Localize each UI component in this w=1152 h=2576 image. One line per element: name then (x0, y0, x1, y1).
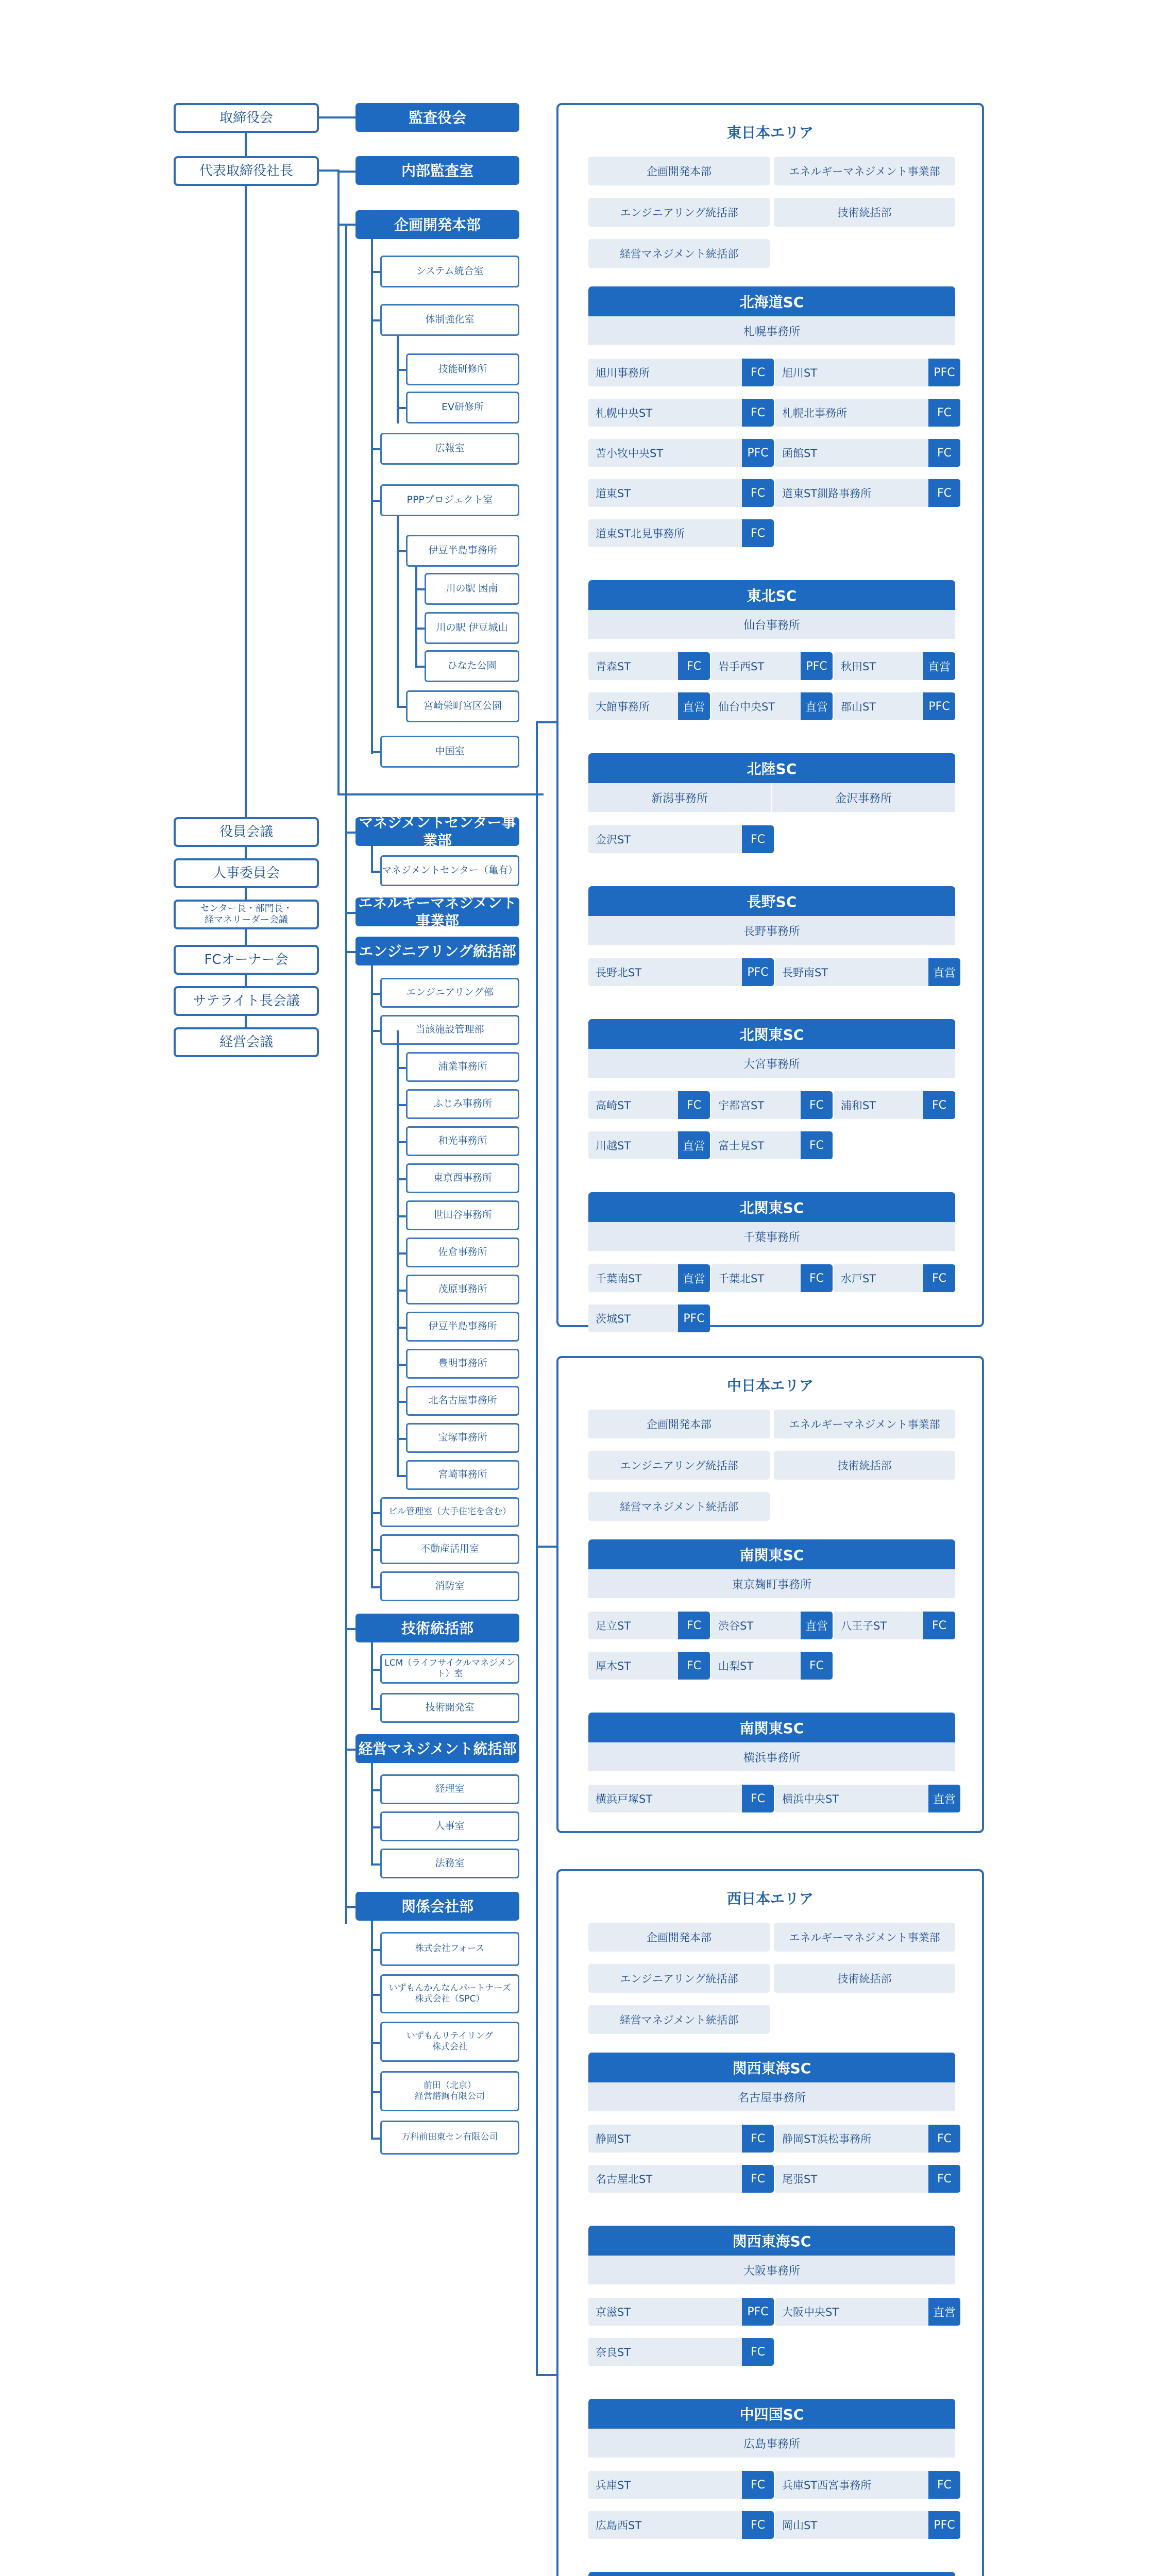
area-title-2: 西日本エリア (726, 1890, 814, 1907)
left-meeting-2: センター長・部門長・ 経マネリーダー会議 (174, 900, 319, 929)
station-0-0-0-1 (775, 359, 960, 386)
connector-line (397, 407, 406, 409)
station-name: 尾張ST (775, 2165, 928, 2193)
region-head-1-1: 南関東SC (588, 1713, 955, 1742)
station-type-badge: PFC (678, 1304, 710, 1332)
connector-line (415, 628, 425, 630)
engineering-item-14: ビル管理室（大手住宅を含む） (380, 1497, 519, 1527)
connector-line (371, 500, 380, 502)
connector-line (245, 133, 247, 156)
station-2-0-1-1 (775, 2165, 960, 2193)
engineering-item-7: 佐倉事務所 (406, 1238, 519, 1267)
station-0-5-0-0 (588, 1264, 710, 1292)
affiliate-1: いずもんかんなんパートナーズ 株式会社（SPC） (380, 1974, 519, 2013)
connector-line (345, 224, 347, 1924)
station-type-badge: FC (742, 479, 774, 507)
affiliate-0: 株式会社フォース (380, 1932, 519, 1966)
station-name: 宇都宮ST (711, 1091, 801, 1119)
connector-line (415, 567, 417, 666)
station-name: 足立ST (588, 1612, 678, 1639)
affiliate-4: 万科前田東セン有限公司 (380, 2121, 519, 2155)
connector-line (371, 993, 380, 995)
area-dept-2-3: 技術統括部 (774, 1964, 955, 1993)
station-name: 岩手西ST (711, 652, 801, 680)
station-type-badge: FC (928, 2165, 960, 2193)
station-1-1-0-1 (775, 1785, 960, 1812)
station-2-0-0-0 (588, 2125, 774, 2153)
connector-line (397, 1475, 406, 1477)
station-name: 静岡ST (588, 2125, 742, 2153)
area-dept-1-4: 経営マネジメント統括部 (588, 1492, 770, 1521)
station-name: 秋田ST (834, 652, 923, 680)
station-type-badge: FC (742, 2471, 774, 2499)
connector-line (371, 965, 373, 1587)
station-name: 名古屋北ST (588, 2165, 742, 2193)
connector-line (371, 448, 380, 450)
region-office-0-0-0: 札幌事務所 (588, 316, 955, 345)
station-name: 千葉南ST (588, 1264, 678, 1292)
station-type-badge: FC (923, 1264, 955, 1292)
connector-line (345, 116, 355, 118)
audit-board: 監査役会 (355, 103, 519, 132)
connector-line (245, 1016, 247, 1027)
connector-line (345, 912, 355, 914)
connector-line (397, 336, 399, 423)
engineering-item-8: 茂原事務所 (406, 1275, 519, 1304)
station-name: 札幌北事務所 (775, 399, 928, 427)
station-0-1-0-0 (588, 652, 710, 680)
technology-division: 技術統括部 (355, 1614, 519, 1642)
engineering-item-2: 浦業事務所 (406, 1052, 519, 1082)
station-name: 兵庫ST西宮事務所 (775, 2471, 928, 2499)
station-name: 高崎ST (588, 1091, 678, 1119)
connector-line (371, 1030, 380, 1032)
connector-line (536, 721, 538, 2374)
station-type-badge: PFC (801, 652, 833, 680)
station-type-badge: FC (801, 1091, 833, 1119)
station-name: 厚木ST (588, 1652, 678, 1680)
station-0-4-1-1 (711, 1131, 833, 1159)
connector-line (345, 1906, 355, 1908)
station-0-4-0-1 (711, 1091, 833, 1119)
region-office-0-2-0: 新潟事務所 (588, 783, 771, 812)
region-head-1-0: 南関東SC (588, 1539, 955, 1569)
planning-item-5: PPPプロジェクト室 (380, 484, 519, 516)
station-2-1-1-0 (588, 2338, 774, 2366)
station-2-2-1-0 (588, 2511, 774, 2539)
station-type-badge: 直営 (923, 652, 955, 680)
station-name: 仙台中央ST (711, 692, 801, 720)
management-item-0: 経理室 (380, 1774, 519, 1804)
station-0-4-0-2 (834, 1091, 955, 1119)
connector-line (397, 1252, 406, 1255)
connector-line (245, 847, 247, 858)
station-name: 横浜戸塚ST (588, 1785, 742, 1812)
connector-line (397, 1327, 406, 1329)
station-0-1-1-0 (588, 692, 710, 720)
station-0-0-1-0 (588, 399, 774, 427)
engineering-item-11: 北名古屋事務所 (406, 1386, 519, 1416)
connector-line (371, 239, 373, 754)
station-0-0-0-0 (588, 359, 774, 386)
station-type-badge: PFC (928, 2511, 960, 2539)
connector-line (397, 1067, 406, 1069)
region-head-2-2: 中四国SC (588, 2399, 955, 2429)
region-head-2-0: 関西東海SC (588, 2053, 955, 2082)
planning-item-4: 広報室 (380, 433, 519, 465)
connector-line (397, 1438, 406, 1440)
area-title-0: 東日本エリア (726, 124, 814, 141)
station-name: 山梨ST (711, 1652, 801, 1680)
station-type-badge: FC (742, 825, 774, 853)
station-type-badge: 直営 (678, 692, 710, 720)
engineering-item-9: 伊豆半島事務所 (406, 1312, 519, 1342)
connector-line (371, 1708, 380, 1710)
affiliate-3: 前田（北京） 経営諮詢有限公司 (380, 2071, 519, 2111)
planning-item-11: 中国室 (380, 736, 519, 768)
station-2-1-0-1 (775, 2298, 960, 2326)
station-name: 旭川事務所 (588, 359, 742, 386)
station-2-2-1-1 (775, 2511, 960, 2539)
station-type-badge: FC (801, 1652, 833, 1680)
region-office-0-3-0: 長野事務所 (588, 916, 955, 945)
area-dept-2-0: 企画開発本部 (588, 1923, 770, 1952)
station-1-0-0-2 (834, 1612, 955, 1639)
left-box-1: 代表取締役社長 (174, 156, 319, 186)
affiliate-2: いずもんリテイリング 株式会社 (380, 2022, 519, 2062)
station-type-badge: FC (678, 1652, 710, 1680)
station-0-1-0-1 (711, 652, 833, 680)
station-type-badge: 直営 (928, 1785, 960, 1812)
station-name: 兵庫ST (588, 2471, 742, 2499)
station-name: 大館事務所 (588, 692, 678, 720)
station-name: 長野南ST (775, 958, 928, 986)
station-0-3-0-1 (775, 958, 960, 986)
connector-line (371, 271, 380, 273)
station-type-badge: FC (742, 519, 774, 547)
planning-item-9: ひなた公園 (425, 650, 519, 682)
station-type-badge: FC (742, 1785, 774, 1812)
station-2-0-1-0 (588, 2165, 774, 2193)
connector-line (345, 951, 355, 953)
station-name: 横浜中央ST (775, 1785, 928, 1812)
region-office-0-5-0: 千葉事務所 (588, 1222, 955, 1251)
area-dept-1-3: 技術統括部 (774, 1451, 955, 1480)
region-head-0-4: 北関東SC (588, 1019, 955, 1049)
engineering-item-12: 宝塚事務所 (406, 1423, 519, 1453)
connector-line (371, 1549, 380, 1551)
station-0-5-0-1 (711, 1264, 833, 1292)
station-type-badge: FC (928, 439, 960, 467)
management-item-1: 人事室 (380, 1811, 519, 1841)
station-2-2-0-1 (775, 2471, 960, 2499)
area-dept-0-4: 経営マネジメント統括部 (588, 239, 770, 268)
region-office-1-1-0: 横浜事務所 (588, 1742, 955, 1771)
connector-line (345, 1628, 355, 1630)
connector-line (337, 170, 340, 795)
area-dept-1-2: エンジニアリング統括部 (588, 1451, 770, 1480)
station-name: 渋谷ST (711, 1612, 801, 1639)
station-0-4-0-0 (588, 1091, 710, 1119)
station-name: 水戸ST (834, 1264, 923, 1292)
station-type-badge: 直営 (801, 692, 833, 720)
connector-line (345, 224, 355, 226)
area-dept-2-4: 経営マネジメント統括部 (588, 2005, 770, 2034)
station-0-0-3-1 (775, 479, 960, 507)
station-type-badge: PFC (742, 2298, 774, 2326)
station-0-1-1-2 (834, 692, 955, 720)
station-type-badge: PFC (742, 958, 774, 986)
engineering-item-0: エンジニアリング部 (380, 978, 519, 1008)
station-name: 道東ST釧路事務所 (775, 479, 928, 507)
station-name: 川越ST (588, 1131, 678, 1159)
left-meeting-3: FCオーナー会 (174, 945, 319, 975)
area-dept-1-1: エネルギーマネジメント事業部 (774, 1410, 955, 1438)
planning-division: 企画開発本部 (355, 210, 519, 239)
left-meeting-0: 役員会議 (174, 817, 319, 847)
connector-line (371, 1669, 380, 1671)
left-box-0: 取締役会 (174, 103, 319, 133)
connector-line (371, 2138, 380, 2140)
station-0-4-1-0 (588, 1131, 710, 1159)
station-type-badge: FC (928, 2125, 960, 2153)
station-2-2-0-0 (588, 2471, 774, 2499)
station-1-0-1-0 (588, 1652, 710, 1680)
connector-line (397, 550, 406, 552)
connector-line (371, 846, 373, 871)
connector-line (245, 975, 247, 986)
area-dept-2-2: エンジニアリング統括部 (588, 1964, 770, 1993)
station-type-badge: FC (928, 399, 960, 427)
station-type-badge: FC (742, 359, 774, 386)
connector-line (397, 1401, 406, 1403)
engineering-item-13: 宮崎事務所 (406, 1460, 519, 1490)
station-name: 富士見ST (711, 1131, 801, 1159)
station-type-badge: FC (742, 2338, 774, 2366)
region-head-0-0: 北海道SC (588, 286, 955, 316)
station-name: 金沢ST (588, 825, 742, 853)
management-item-2: 法務室 (380, 1849, 519, 1878)
engineering-item-3: ふじみ事務所 (406, 1089, 519, 1119)
station-0-0-2-0 (588, 439, 774, 467)
area-title-1: 中日本エリア (726, 1377, 814, 1394)
internal-audit: 内部監査室 (355, 156, 519, 185)
planning-item-0: システム統合室 (380, 256, 519, 287)
connector-line (371, 1763, 373, 1864)
management-center-item: マネジメントセンター（亀有） (380, 855, 519, 886)
connector-line (345, 832, 355, 834)
planning-item-1: 体制強化室 (380, 304, 519, 336)
station-type-badge: PFC (742, 439, 774, 467)
station-name: 長野北ST (588, 958, 742, 986)
station-name: 大阪中央ST (775, 2298, 928, 2326)
connector-line (397, 1215, 406, 1217)
station-type-badge: 直営 (678, 1264, 710, 1292)
planning-item-8: 川の駅 伊豆城山 (425, 612, 519, 644)
station-0-2-0-0 (588, 825, 774, 853)
left-meeting-4: サテライト長会議 (174, 986, 319, 1016)
station-type-badge: 直営 (678, 1131, 710, 1159)
area-dept-0-1: エネルギーマネジメント事業部 (774, 157, 955, 185)
station-2-0-0-1 (775, 2125, 960, 2153)
area-dept-0-0: 企画開発本部 (588, 157, 770, 185)
connector-line (245, 929, 247, 945)
station-0-0-4-0 (588, 519, 774, 547)
station-name: 青森ST (588, 652, 678, 680)
connector-line (337, 793, 544, 795)
station-2-1-0-0 (588, 2298, 774, 2326)
station-type-badge: 直営 (928, 2298, 960, 2326)
station-name: 広島西ST (588, 2511, 742, 2539)
connector-line (397, 1178, 406, 1180)
planning-item-7: 川の駅 困南 (425, 573, 519, 605)
station-type-badge: PFC (928, 359, 960, 386)
affiliates-division: 関係会社部 (355, 1892, 519, 1921)
engineering-item-10: 豊明事務所 (406, 1349, 519, 1379)
station-name: 京滋ST (588, 2298, 742, 2326)
energy-division: エネルギーマネジメント事業部 (355, 897, 519, 926)
station-name: 道東ST北見事務所 (588, 519, 742, 547)
region-head-2-3 (588, 2572, 955, 2576)
station-name: 八王子ST (834, 1612, 923, 1639)
station-1-0-0-1 (711, 1612, 833, 1639)
station-0-5-0-2 (834, 1264, 955, 1292)
station-type-badge: FC (678, 652, 710, 680)
engineering-item-1: 当該施設管理部 (380, 1015, 519, 1045)
station-type-badge: PFC (923, 692, 955, 720)
left-meeting-1: 人事委員会 (174, 858, 319, 888)
connector-line (397, 369, 406, 371)
connector-line (371, 751, 380, 753)
station-type-badge: FC (801, 1131, 833, 1159)
lcm-room: LCM（ライフサイクルマネジメント）室 (380, 1654, 519, 1684)
station-0-5-1-0 (588, 1304, 710, 1332)
station-type-badge: FC (742, 2125, 774, 2153)
station-name: 苫小牧中央ST (588, 439, 742, 467)
planning-item-10: 宮崎栄町宮区公園 (406, 690, 519, 722)
tech-dev-room: 技術開発室 (380, 1693, 519, 1723)
planning-item-6: 伊豆半島事務所 (406, 535, 519, 567)
management-center-division: マネジメントセンター事業部 (355, 817, 519, 846)
station-type-badge: FC (923, 1091, 955, 1119)
connector-line (245, 186, 247, 817)
station-type-badge: FC (742, 399, 774, 427)
region-office-2-0-0: 名古屋事務所 (588, 2082, 955, 2111)
region-office-2-1-0: 大阪事務所 (588, 2256, 955, 2284)
connector-line (397, 1104, 406, 1106)
connector-line (397, 706, 406, 708)
area-dept-0-3: 技術統括部 (774, 198, 955, 227)
region-office-0-1-0: 仙台事務所 (588, 610, 955, 639)
connector-line (371, 1586, 380, 1588)
station-name: 静岡ST浜松事務所 (775, 2125, 928, 2153)
region-office-0-4-0: 大宮事務所 (588, 1049, 955, 1078)
engineering-item-15: 不動産活用室 (380, 1534, 519, 1564)
planning-item-3: EV研修所 (406, 392, 519, 423)
station-type-badge: FC (742, 2165, 774, 2193)
station-1-1-0-0 (588, 1785, 774, 1812)
connector-line (371, 1921, 373, 2138)
engineering-item-6: 世田谷事務所 (406, 1200, 519, 1230)
station-name: 奈良ST (588, 2338, 742, 2366)
connector-line (415, 666, 425, 668)
station-name: 道東ST (588, 479, 742, 507)
connector-line (371, 1512, 380, 1514)
station-name: 千葉北ST (711, 1264, 801, 1292)
planning-item-2: 技能研修所 (406, 353, 519, 385)
connector-line (371, 319, 380, 321)
connector-line (397, 1364, 406, 1366)
station-name: 岡山ST (775, 2511, 928, 2539)
station-name: 郡山ST (834, 692, 923, 720)
region-head-0-2: 北陸SC (588, 753, 955, 783)
station-type-badge: FC (742, 2511, 774, 2539)
station-name: 浦和ST (834, 1091, 923, 1119)
region-head-0-5: 北関東SC (588, 1192, 955, 1222)
connector-line (397, 1290, 406, 1292)
connector-line (345, 1749, 355, 1751)
station-type-badge: FC (678, 1091, 710, 1119)
region-office-0-2-1: 金沢事務所 (772, 783, 955, 812)
station-type-badge: FC (928, 2471, 960, 2499)
left-meeting-5: 経営会議 (174, 1027, 319, 1057)
station-type-badge: FC (928, 479, 960, 507)
connector-line (345, 171, 355, 173)
station-0-1-1-1 (711, 692, 833, 720)
station-name: 茨城ST (588, 1304, 678, 1332)
region-head-0-1: 東北SC (588, 580, 955, 610)
connector-line (397, 516, 399, 707)
connector-line (397, 1141, 406, 1143)
station-type-badge: 直営 (928, 958, 960, 986)
region-office-2-2-0: 広島事務所 (588, 2429, 955, 2458)
region-head-0-3: 長野SC (588, 886, 955, 916)
connector-line (245, 888, 247, 900)
station-0-3-0-0 (588, 958, 774, 986)
station-type-badge: FC (801, 1264, 833, 1292)
station-name: 札幌中央ST (588, 399, 742, 427)
area-dept-0-2: エンジニアリング統括部 (588, 198, 770, 227)
connector-line (371, 871, 380, 873)
engineering-division: エンジニアリング統括部 (355, 937, 519, 965)
connector-line (319, 170, 337, 172)
connector-line (371, 1642, 373, 1708)
region-office-1-0-0: 東京麹町事務所 (588, 1569, 955, 1598)
station-0-0-3-0 (588, 479, 774, 507)
engineering-item-4: 和光事務所 (406, 1126, 519, 1156)
area-dept-2-1: エネルギーマネジメント事業部 (774, 1923, 955, 1952)
station-1-0-1-1 (711, 1652, 833, 1680)
station-name: 函館ST (775, 439, 928, 467)
station-type-badge: 直営 (801, 1612, 833, 1639)
station-type-badge: FC (923, 1612, 955, 1639)
area-dept-1-0: 企画開発本部 (588, 1410, 770, 1438)
management-division: 経営マネジメント統括部 (355, 1734, 519, 1763)
connector-line (415, 588, 425, 590)
station-type-badge: FC (678, 1612, 710, 1639)
station-0-1-0-2 (834, 652, 955, 680)
engineering-item-16: 消防室 (380, 1571, 519, 1601)
station-0-0-1-1 (775, 399, 960, 427)
station-name: 旭川ST (775, 359, 928, 386)
engineering-item-5: 東京西事務所 (406, 1163, 519, 1193)
region-head-2-1: 関西東海SC (588, 2226, 955, 2256)
station-1-0-0-0 (588, 1612, 710, 1639)
station-0-0-2-1 (775, 439, 960, 467)
